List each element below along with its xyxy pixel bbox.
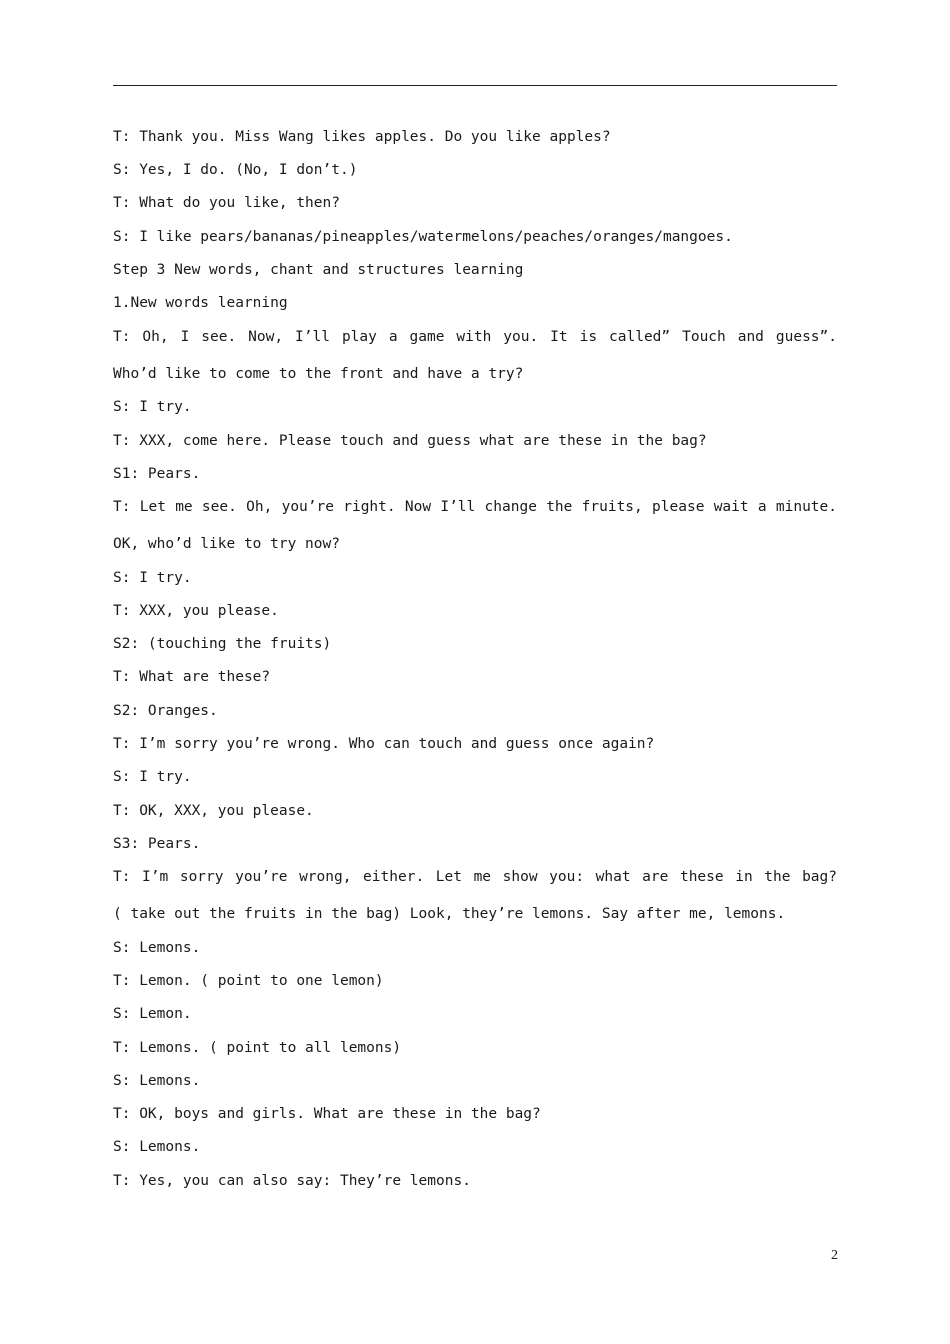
text-line: S: I try. bbox=[113, 769, 192, 785]
page-number: 2 bbox=[831, 1248, 838, 1263]
text-line: T: XXX, come here. Please touch and guess what are these in the bag? bbox=[113, 433, 707, 449]
text-line: T: OK, boys and girls. What are these in the bag? bbox=[113, 1106, 541, 1122]
text-line: T: Thank you. Miss Wang likes apples. Do you like apples? bbox=[113, 129, 611, 145]
text-line: ( take out the fruits in the bag) Look, they’re lemons. Say after me, lemons. bbox=[113, 906, 786, 922]
text-line: S1: Pears. bbox=[113, 466, 201, 482]
text-line: S: I like pears/bananas/pineapples/watermelons/peaches/oranges/mangoes. bbox=[113, 229, 733, 245]
text-line: T: Yes, you can also say: They’re lemons. bbox=[113, 1173, 471, 1189]
text-line: S: Yes, I do. (No, I don’t.) bbox=[113, 162, 358, 178]
text-line: S: Lemons. bbox=[113, 1139, 201, 1155]
text-line: T: OK, XXX, you please. bbox=[113, 803, 314, 819]
text-line: Who’d like to come to the front and have a try? bbox=[113, 366, 524, 382]
text-line: T: What are these? bbox=[113, 669, 271, 685]
header-rule bbox=[113, 85, 837, 86]
text-line: T: Let me see. Oh, you’re right. Now I’ll change the fruits, please wait a minute. bbox=[113, 499, 837, 515]
text-line: T: I’m sorry you’re wrong, either. Let me show you: what are these in the bag? bbox=[113, 869, 837, 885]
text-line: S: Lemons. bbox=[113, 940, 201, 956]
section-heading: 1.New words learning bbox=[113, 295, 288, 311]
text-line: T: Lemons. ( point to all lemons) bbox=[113, 1040, 402, 1056]
text-line: T: XXX, you please. bbox=[113, 603, 279, 619]
text-line: S: Lemon. bbox=[113, 1006, 192, 1022]
text-line: T: I’m sorry you’re wrong. Who can touch and guess once again? bbox=[113, 736, 655, 752]
text-line: S: I try. bbox=[113, 399, 192, 415]
text-line: S2: Oranges. bbox=[113, 703, 218, 719]
text-line: S: I try. bbox=[113, 570, 192, 586]
text-line: S2: (touching the fruits) bbox=[113, 636, 332, 652]
text-line: S3: Pears. bbox=[113, 836, 201, 852]
text-line: S: Lemons. bbox=[113, 1073, 201, 1089]
text-line: T: Lemon. ( point to one lemon) bbox=[113, 973, 384, 989]
text-line: OK, who’d like to try now? bbox=[113, 536, 340, 552]
step-heading: Step 3 New words, chant and structures learning bbox=[113, 262, 524, 278]
text-line: T: What do you like, then? bbox=[113, 195, 340, 211]
text-line: T: Oh, I see. Now, I’ll play a game with you. It is called” Touch and guess”. bbox=[113, 329, 837, 345]
